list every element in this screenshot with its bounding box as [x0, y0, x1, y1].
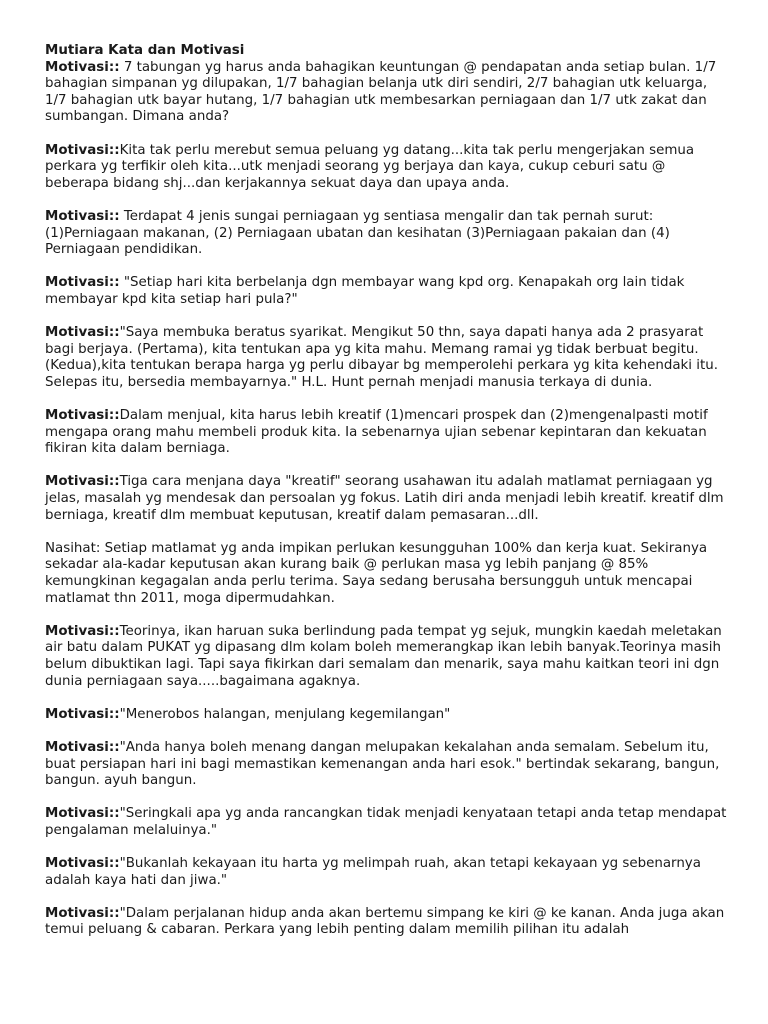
paragraph-text: "Menerobos halangan, menjulang kegemilangan" — [119, 706, 451, 722]
paragraph — [45, 707, 730, 724]
paragraph — [45, 325, 730, 391]
paragraph — [45, 856, 730, 889]
paragraph-label: Motivasi:: — [45, 59, 120, 75]
paragraph-label: Motivasi:: — [45, 474, 120, 490]
paragraph-label: Motivasi:: — [45, 275, 120, 291]
paragraph-text: Dalam menjual, kita harus lebih kreatif (1)mencari prospek dan (2)mengenalpasti motif mengapa orang mahu membeli produk kita. Ia sebenarnya ujian sebenar kepintaran dan kekuatan fikiran kita dalam berniaga. — [45, 408, 708, 457]
paragraph-label: Motivasi:: — [45, 739, 120, 755]
paragraph — [45, 143, 730, 193]
paragraph — [45, 408, 730, 458]
paragraph — [45, 541, 730, 607]
paragraph — [45, 806, 730, 839]
document-title: Mutiara Kata dan Motivasi — [45, 43, 245, 58]
paragraph — [45, 474, 730, 524]
paragraph — [45, 740, 730, 790]
paragraph — [45, 906, 730, 939]
paragraph-text: Teorinya, ikan haruan suka berlindung pada tempat yg sejuk, mungkin kaedah meletakan air batu dalam PUKAT yg dipasang dlm kolam boleh memerangkap ikan lebih banyak.Teorinya masih belum dibuktikan lagi. Tapi saya fikirkan dari semalam dan menarik, saya mahu kaitkan teori ini dgn dunia perniagaan saya.....bagaimana agaknya. — [45, 623, 722, 689]
document-page — [45, 43, 730, 956]
paragraph-text: Tiga cara menjana daya "kreatif" seorang usahawan itu adalah matlamat perniagaan yg jelas, masalah yg mendesak dan persoalan yg fokus. Latih diri anda menjadi lebih kreatif. kreatif dlm berniaga, kreatif dlm membuat keputusan, kreatif dalam pemasaran...dll. — [45, 474, 724, 523]
paragraph — [45, 624, 730, 690]
paragraph-text: Terdapat 4 jenis sungai perniagaan yg sentiasa mengalir dan tak pernah surut: (1)Perniagaan makanan, (2) Perniagaan ubatan dan kesihatan (3)Perniagaan pakaian dan (4) Perniagaan pendidikan. — [45, 208, 670, 258]
paragraph-label: Motivasi:: — [45, 905, 120, 921]
paragraph-label: Motivasi:: — [45, 706, 120, 722]
paragraph-label: Motivasi:: — [45, 142, 120, 158]
paragraph-label: Motivasi:: — [45, 408, 120, 424]
paragraph — [45, 209, 730, 259]
paragraph-text: "Dalam perjalanan hidup anda akan bertemu simpang ke kiri @ ke kanan. Anda juga akan temui peluang & cabaran. Perkara yang lebih penting dalam memilih pilihan itu adalah — [45, 905, 725, 938]
paragraph-label: Motivasi:: — [45, 208, 120, 224]
paragraph-text: "Setiap hari kita berbelanja dgn membayar wang kpd org. Kenapakah org lain tidak membayar kpd kita setiap hari pula?" — [45, 275, 685, 307]
paragraph-text: "Bukanlah kekayaan itu harta yg melimpah ruah, akan tetapi kekayaan yg sebenarnya adalah kaya hati dan jiwa." — [45, 856, 701, 888]
paragraph-text: 7 tabungan yg harus anda bahagikan keuntungan @ pendapatan anda setiap bulan. 1/7 bahagian simpanan yg dilupakan, 1/7 bahagian belanja utk diri sendiri, 2/7 bahagian utk keluarga, 1/7 bahagian utk bayar hutang, 1/7 bahagian utk membesarkan perniagaan dan 1/7 utk zakat dan sumbangan. Dimana anda? — [45, 59, 717, 125]
paragraph — [45, 60, 730, 126]
paragraph-text: "Saya membuka beratus syarikat. Mengikut 50 thn, saya dapati hanya ada 2 prasyarat bagi berjaya. (Pertama), kita tentukan apa yg kita mahu. Memang ramai yg tidak berbuat begitu. (Kedua),kita tentukan berapa harga yg perlu dibayar bg memperolehi perkara yg kita kehendaki itu. Selepas itu, bersedia membayarnya." H.L. Hunt pernah menjadi manusia terkaya di dunia. — [45, 325, 718, 390]
paragraph-list — [45, 60, 730, 939]
paragraph-label: Motivasi:: — [45, 623, 120, 639]
paragraph-label: Motivasi:: — [45, 856, 120, 872]
paragraph-text: "Seringkali apa yg anda rancangkan tidak menjadi kenyataan tetapi anda tetap mendapat pengalaman melaluinya." — [45, 806, 727, 838]
paragraph-label: Motivasi:: — [45, 325, 120, 341]
paragraph — [45, 275, 730, 308]
paragraph-text: "Anda hanya boleh menang dangan melupakan kekalahan anda semalam. Sebelum itu, buat persiapan hari ini bagi memastikan kemenangan anda hari esok." bertindak sekarang, bangun, bangun. ayuh bangun. — [45, 739, 720, 789]
paragraph-text: Nasihat: Setiap matlamat yg anda impikan perlukan kesungguhan 100% dan kerja kuat. Sekiranya sekadar ala-kadar keputusan akan kurang baik @ perlukan masa yg lebih panjang @ 85% kemungkinan kegagalan anda perlu terima. Saya sedang berusaha bersungguh untuk mencapai matlamat thn 2011, moga dipermudahkan. — [45, 540, 708, 606]
paragraph-label: Motivasi:: — [45, 806, 120, 822]
paragraph-text: Kita tak perlu merebut semua peluang yg datang...kita tak perlu mengerjakan semua perkara yg terfikir oleh kita...utk menjadi seorang yg berjaya dan kaya, cukup ceburi satu @ beberapa bidang shj...dan kerjakannya sekuat daya dan upaya anda. — [45, 142, 695, 191]
